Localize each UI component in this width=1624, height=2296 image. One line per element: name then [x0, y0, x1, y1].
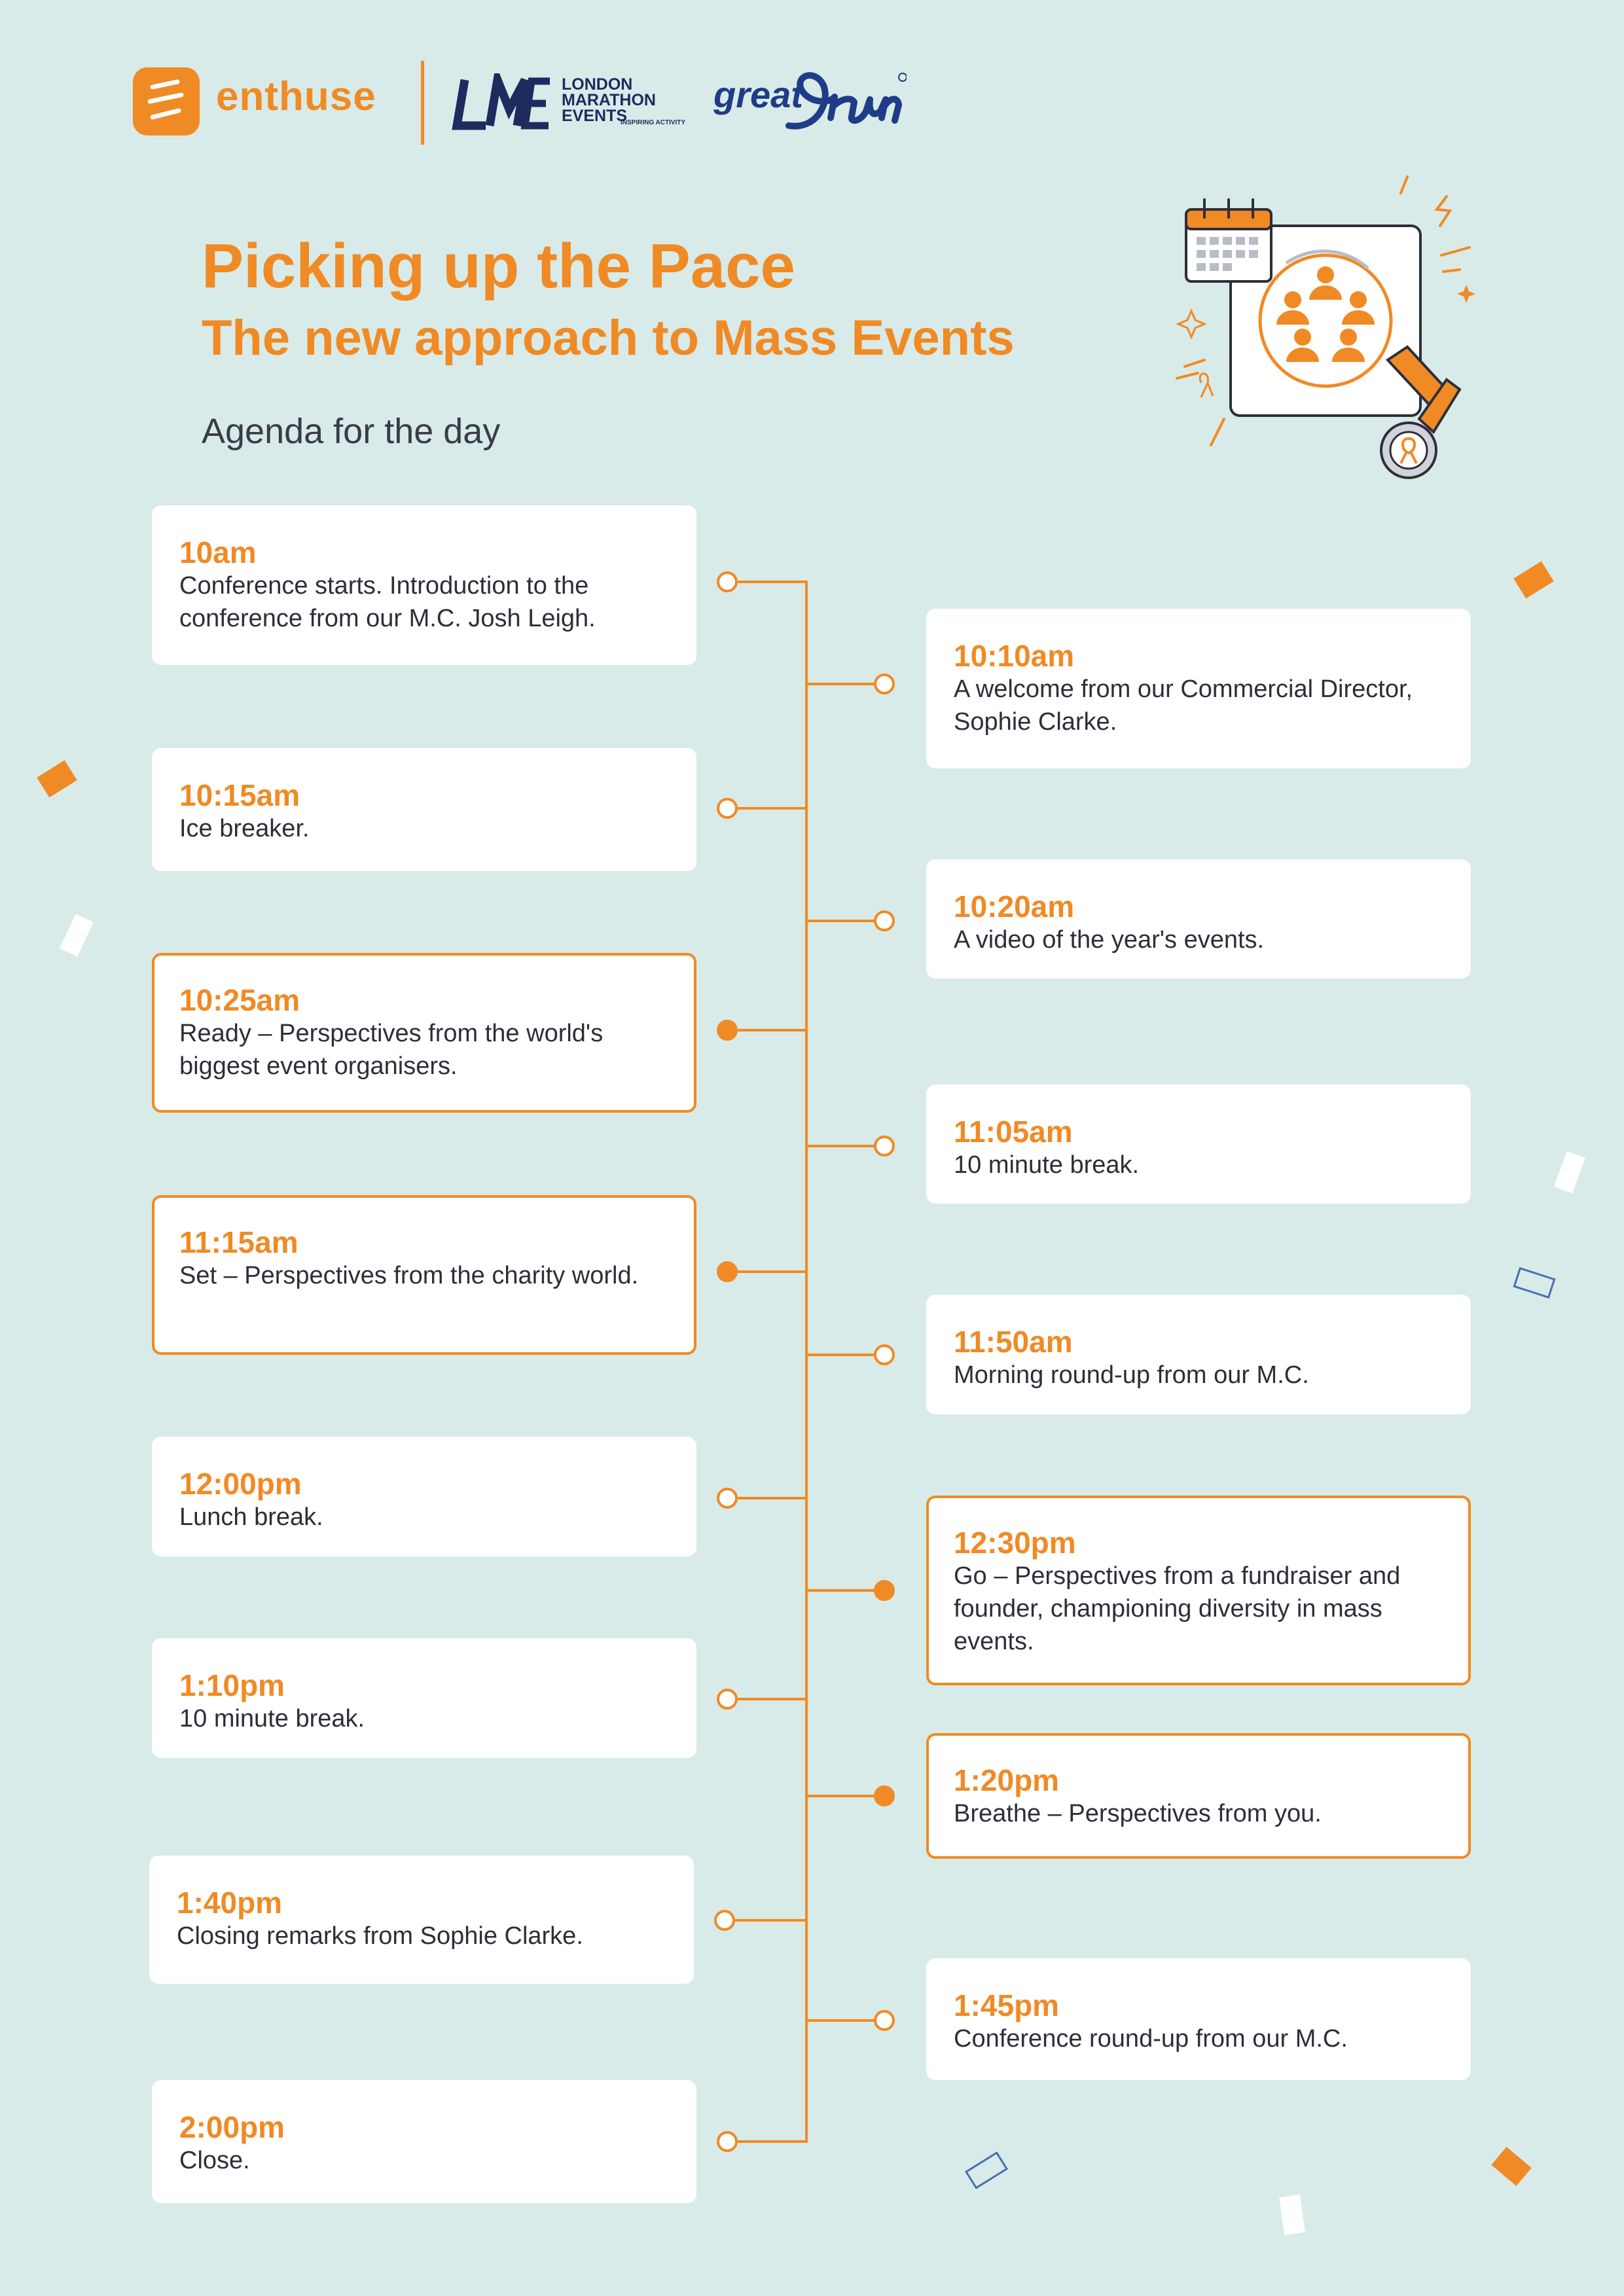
timeline-branch [738, 807, 806, 810]
confetti [60, 914, 94, 956]
agenda-description: Ice breaker. [179, 815, 310, 842]
agenda-item [926, 609, 1471, 768]
agenda-description: Breathe – Perspectives from you. [954, 1800, 1322, 1827]
great-run-logo-mark [782, 65, 907, 144]
agenda-time: 10:20am [954, 889, 1075, 924]
agenda-time: 1:20pm [954, 1763, 1060, 1797]
agenda-time: 2:00pm [179, 2110, 285, 2144]
agenda-time: 1:10pm [179, 1668, 285, 1702]
confetti [965, 2151, 1008, 2189]
page-subtitle: The new approach to Mass Events [202, 310, 1015, 366]
agenda-item [149, 1856, 694, 1984]
agenda-item-highlighted [926, 1733, 1471, 1859]
timeline-branch [738, 1497, 806, 1499]
timeline-marker-filled [874, 1580, 895, 1601]
agenda-description: 10 minute break. [179, 1705, 365, 1732]
confetti [1513, 561, 1553, 598]
agenda-description: Conference starts. Introduction to the conference from our M.C. Josh Leigh. [179, 572, 596, 632]
sparkle-icon [1178, 311, 1204, 337]
timeline-marker [874, 1136, 895, 1157]
agenda-item [926, 1085, 1471, 1204]
agenda-description: Set – Perspectives from the charity world. [179, 1262, 639, 1289]
timeline-spine [805, 581, 808, 2142]
timeline-branch [738, 1698, 806, 1700]
agenda-heading: Agenda for the day [202, 412, 501, 451]
agenda-time: 1:45pm [954, 1988, 1060, 2022]
confetti [1491, 2147, 1531, 2186]
agenda-item [152, 1437, 696, 1556]
agenda-description: A video of the year's events. [954, 926, 1265, 954]
agenda-time: 10:25am [179, 983, 300, 1017]
lme-line-1: LONDON [562, 75, 633, 94]
timeline-marker [874, 1344, 895, 1365]
timeline-marker-filled [717, 1261, 738, 1282]
logo-divider [421, 61, 424, 145]
timeline-branch [806, 1145, 885, 1147]
confetti [1279, 2195, 1305, 2235]
enthuse-logo-text: enthuse [216, 74, 376, 119]
timeline-marker [717, 1689, 738, 1710]
timeline-branch [738, 2140, 808, 2143]
timeline-branch [806, 1795, 885, 1797]
agenda-time: 12:30pm [954, 1526, 1076, 1560]
agenda-item [152, 2080, 696, 2203]
enthuse-swoosh-icon [133, 67, 200, 135]
timeline-branch [735, 1919, 806, 1922]
agenda-item-highlighted [926, 1496, 1471, 1685]
great-run-logo-text: great [713, 74, 803, 115]
timeline-branch [806, 1589, 885, 1592]
agenda-item [152, 748, 696, 871]
timeline-branch [806, 683, 885, 685]
agenda-time: 10:15am [179, 778, 300, 812]
agenda-time: 11:50am [954, 1325, 1073, 1359]
agenda-description: Closing remarks from Sophie Clarke. [177, 1922, 583, 1950]
agenda-item-highlighted [152, 953, 696, 1113]
agenda-description: Go – Perspectives from a fundraiser and founder, championing diversity in mass events. [954, 1562, 1401, 1655]
timeline-branch [806, 2019, 885, 2022]
confetti [1513, 1267, 1555, 1299]
timeline-branch [738, 1029, 806, 1031]
lme-logo-text [562, 77, 656, 124]
timeline-marker [874, 2010, 895, 2031]
agenda-time: 10:10am [954, 639, 1075, 673]
timeline-marker [717, 571, 738, 592]
timeline-marker [874, 910, 895, 931]
agenda-item [152, 505, 696, 665]
confetti [37, 760, 77, 797]
timeline-branch [806, 1354, 885, 1356]
ribbon-icon [1200, 374, 1213, 397]
agenda-item [926, 859, 1471, 978]
timeline-marker [874, 673, 895, 694]
agenda-item-highlighted [152, 1195, 696, 1355]
calendar-icon [1186, 200, 1271, 281]
agenda-description: Conference round-up from our M.C. [954, 2025, 1348, 2053]
timeline-marker [714, 1910, 735, 1931]
lme-line-2: MARATHON [562, 91, 656, 109]
agenda-time: 1:40pm [177, 1886, 283, 1920]
page-title: Picking up the Pace [202, 231, 795, 301]
sparkle-icon-2 [1457, 285, 1475, 303]
timeline-branch [806, 920, 885, 922]
timeline-marker [717, 798, 738, 819]
agenda-description: 10 minute break. [954, 1151, 1140, 1179]
confetti [1554, 1151, 1585, 1194]
agenda-time: 10am [179, 535, 257, 569]
timeline-marker [717, 1488, 738, 1509]
lme-tagline: INSPIRING ACTIVITY [621, 119, 686, 126]
timeline-marker [717, 2131, 738, 2152]
agenda-description: Close. [179, 2147, 250, 2174]
lme-logo-mark [452, 73, 556, 132]
agenda-item [926, 1958, 1471, 2080]
agenda-time: 11:15am [179, 1225, 298, 1259]
timeline-branch [738, 581, 806, 583]
agenda-description: Ready – Perspectives from the world's biggest event organisers. [179, 1020, 604, 1080]
agenda-time: 12:00pm [179, 1467, 302, 1501]
community-event-illustration [1172, 157, 1486, 491]
timeline-marker-filled [874, 1785, 895, 1806]
agenda-item [152, 1638, 696, 1758]
agenda-description: Morning round-up from our M.C. [954, 1361, 1309, 1389]
lme-line-3: EVENTS [562, 107, 628, 125]
agenda-time: 11:05am [954, 1115, 1073, 1149]
timeline-marker-filled [717, 1020, 738, 1041]
agenda-item [926, 1295, 1471, 1414]
enthuse-logo-mark [133, 67, 200, 135]
agenda-description: A welcome from our Commercial Director, Sophie Clarke. [954, 675, 1413, 736]
agenda-description: Lunch break. [179, 1503, 323, 1531]
timeline-branch [738, 1270, 806, 1273]
